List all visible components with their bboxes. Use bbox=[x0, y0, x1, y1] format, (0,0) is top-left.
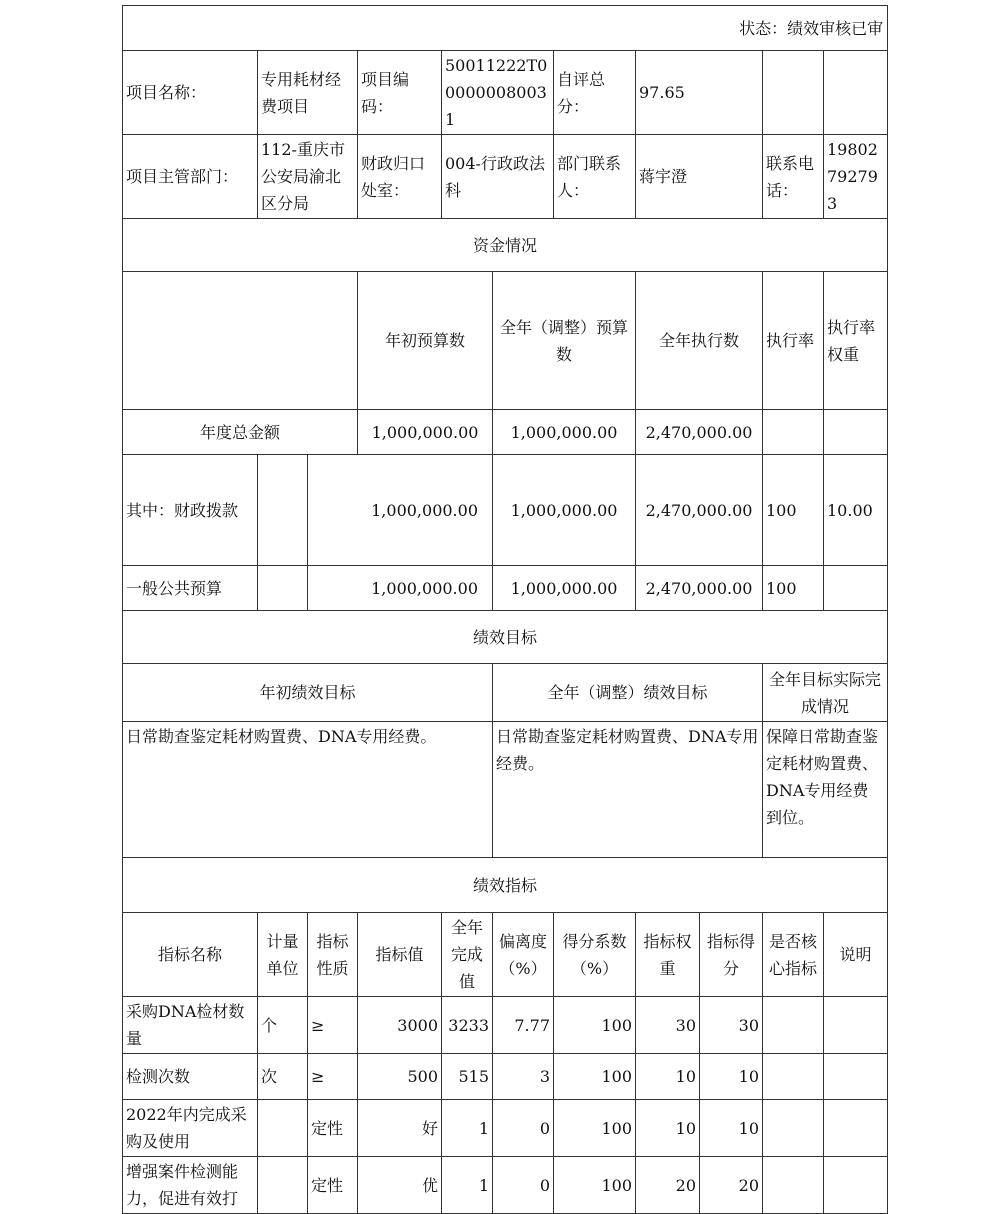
funds-section-title: 资金情况 bbox=[123, 219, 888, 272]
funds-header-executed: 全年执行数 bbox=[636, 272, 763, 410]
empty-cell bbox=[258, 455, 308, 566]
funds-header-empty bbox=[123, 272, 308, 410]
ind-row-name: 采购DNA检材数量 bbox=[123, 997, 258, 1054]
phone-value: 19802792793 bbox=[824, 135, 888, 219]
ind-row-note bbox=[824, 1157, 888, 1214]
funds-row-label: 一般公共预算 bbox=[123, 566, 258, 611]
ind-row-weight: 10 bbox=[636, 1100, 700, 1157]
goals-header-initial: 年初绩效目标 bbox=[123, 664, 493, 722]
status-text: 状态：绩效审核已审 bbox=[123, 6, 888, 51]
self-score-label: 自评总分： bbox=[554, 51, 636, 135]
ind-row-unit: 次 bbox=[258, 1054, 308, 1100]
ind-row-note bbox=[824, 1054, 888, 1100]
ind-row-deviation: 7.77 bbox=[493, 997, 554, 1054]
dept-value: 112-重庆市公安局渝北区分局 bbox=[258, 135, 358, 219]
funds-row-rate bbox=[763, 410, 824, 455]
ind-row-deviation: 0 bbox=[493, 1100, 554, 1157]
funds-row-executed: 2,470,000.00 bbox=[636, 455, 763, 566]
ind-header-core: 是否核心指标 bbox=[763, 913, 824, 997]
funds-row-weight bbox=[824, 410, 888, 455]
funds-header-weight: 执行率权重 bbox=[824, 272, 888, 410]
ind-row-core bbox=[763, 1100, 824, 1157]
ind-header-note: 说明 bbox=[824, 913, 888, 997]
phone-label: 联系电话： bbox=[763, 135, 824, 219]
project-code-value: 50011222T000000080031 bbox=[442, 51, 554, 135]
ind-row-target: 500 bbox=[358, 1054, 442, 1100]
ind-header-deviation: 偏离度（%） bbox=[493, 913, 554, 997]
empty-cell bbox=[763, 51, 824, 135]
self-score-value: 97.65 bbox=[636, 51, 763, 135]
ind-row-done: 1 bbox=[442, 1100, 493, 1157]
project-code-label: 项目编码： bbox=[358, 51, 442, 135]
funds-row-weight bbox=[824, 566, 888, 611]
ind-row-done: 1 bbox=[442, 1157, 493, 1214]
funds-row-rate: 100 bbox=[763, 566, 824, 611]
ind-row-score: 30 bbox=[700, 997, 763, 1054]
ind-row-score: 10 bbox=[700, 1100, 763, 1157]
performance-evaluation-table bbox=[122, 5, 888, 1214]
funds-row-adjusted: 1,000,000.00 bbox=[493, 455, 636, 566]
empty-cell bbox=[824, 51, 888, 135]
ind-row-unit: 个 bbox=[258, 997, 308, 1054]
ind-row-coef: 100 bbox=[554, 1157, 636, 1214]
ind-row-coef: 100 bbox=[554, 1054, 636, 1100]
contact-value: 蒋宇澄 bbox=[636, 135, 763, 219]
funds-row-adjusted: 1,000,000.00 bbox=[493, 410, 636, 455]
ind-row-coef: 100 bbox=[554, 997, 636, 1054]
goals-initial-text: 日常勘查鉴定耗材购置费、DNA专用经费。 bbox=[123, 722, 493, 858]
ind-row-note bbox=[824, 997, 888, 1054]
ind-header-score: 指标得分 bbox=[700, 913, 763, 997]
ind-row-name: 检测次数 bbox=[123, 1054, 258, 1100]
ind-row-name: 增强案件检测能力，促进有效打 bbox=[123, 1157, 258, 1214]
ind-row-deviation: 3 bbox=[493, 1054, 554, 1100]
ind-row-nature: 定性 bbox=[308, 1157, 358, 1214]
ind-row-core bbox=[763, 1157, 824, 1214]
funds-row-adjusted: 1,000,000.00 bbox=[493, 566, 636, 611]
indicators-section-title: 绩效指标 bbox=[123, 858, 888, 913]
ind-header-unit: 计量单位 bbox=[258, 913, 308, 997]
ind-row-target: 优 bbox=[358, 1157, 442, 1214]
office-value: 004-行政政法科 bbox=[442, 135, 554, 219]
ind-row-nature: ≥ bbox=[308, 1054, 358, 1100]
goals-header-actual: 全年目标实际完成情况 bbox=[763, 664, 888, 722]
funds-header-budget: 年初预算数 bbox=[358, 272, 493, 410]
funds-row-label: 年度总金额 bbox=[123, 410, 358, 455]
ind-header-coef: 得分系数（%） bbox=[554, 913, 636, 997]
funds-row-executed: 2,470,000.00 bbox=[636, 566, 763, 611]
ind-row-score: 20 bbox=[700, 1157, 763, 1214]
funds-row-budget: 1,000,000.00 bbox=[358, 410, 493, 455]
ind-row-note bbox=[824, 1100, 888, 1157]
ind-row-unit bbox=[258, 1100, 308, 1157]
ind-row-weight: 30 bbox=[636, 997, 700, 1054]
ind-row-weight: 20 bbox=[636, 1157, 700, 1214]
funds-header-rate: 执行率 bbox=[763, 272, 824, 410]
funds-row-budget: 1,000,000.00 bbox=[308, 455, 493, 566]
ind-row-score: 10 bbox=[700, 1054, 763, 1100]
ind-header-weight: 指标权重 bbox=[636, 913, 700, 997]
ind-row-target: 3000 bbox=[358, 997, 442, 1054]
empty-cell bbox=[258, 566, 308, 611]
ind-header-name: 指标名称 bbox=[123, 913, 258, 997]
ind-row-weight: 10 bbox=[636, 1054, 700, 1100]
funds-row-label: 其中：财政拨款 bbox=[123, 455, 258, 566]
dept-label: 项目主管部门： bbox=[123, 135, 258, 219]
funds-row-executed: 2,470,000.00 bbox=[636, 410, 763, 455]
project-name-label: 项目名称： bbox=[123, 51, 258, 135]
goals-section-title: 绩效目标 bbox=[123, 611, 888, 664]
funds-row-rate: 100 bbox=[763, 455, 824, 566]
goals-actual-text: 保障日常勘查鉴定耗材购置费、DNA专用经费到位。 bbox=[763, 722, 888, 858]
ind-row-core bbox=[763, 997, 824, 1054]
ind-row-deviation: 0 bbox=[493, 1157, 554, 1214]
contact-label: 部门联系人： bbox=[554, 135, 636, 219]
ind-row-nature: ≥ bbox=[308, 997, 358, 1054]
ind-header-nature: 指标性质 bbox=[308, 913, 358, 997]
funds-row-budget: 1,000,000.00 bbox=[308, 566, 493, 611]
ind-header-target: 指标值 bbox=[358, 913, 442, 997]
project-name-value: 专用耗材经费项目 bbox=[258, 51, 358, 135]
ind-row-unit bbox=[258, 1157, 308, 1214]
ind-row-name: 2022年内完成采购及使用 bbox=[123, 1100, 258, 1157]
ind-row-coef: 100 bbox=[554, 1100, 636, 1157]
goals-adjusted-text: 日常勘查鉴定耗材购置费、DNA专用经费。 bbox=[493, 722, 763, 858]
ind-row-done: 3233 bbox=[442, 997, 493, 1054]
ind-row-done: 515 bbox=[442, 1054, 493, 1100]
funds-header-adjusted: 全年（调整）预算数 bbox=[493, 272, 636, 410]
goals-header-adjusted: 全年（调整）绩效目标 bbox=[493, 664, 763, 722]
empty-cell bbox=[308, 272, 358, 410]
ind-header-done: 全年完成值 bbox=[442, 913, 493, 997]
funds-row-weight: 10.00 bbox=[824, 455, 888, 566]
ind-row-nature: 定性 bbox=[308, 1100, 358, 1157]
ind-row-target: 好 bbox=[358, 1100, 442, 1157]
ind-row-core bbox=[763, 1054, 824, 1100]
office-label: 财政归口处室： bbox=[358, 135, 442, 219]
